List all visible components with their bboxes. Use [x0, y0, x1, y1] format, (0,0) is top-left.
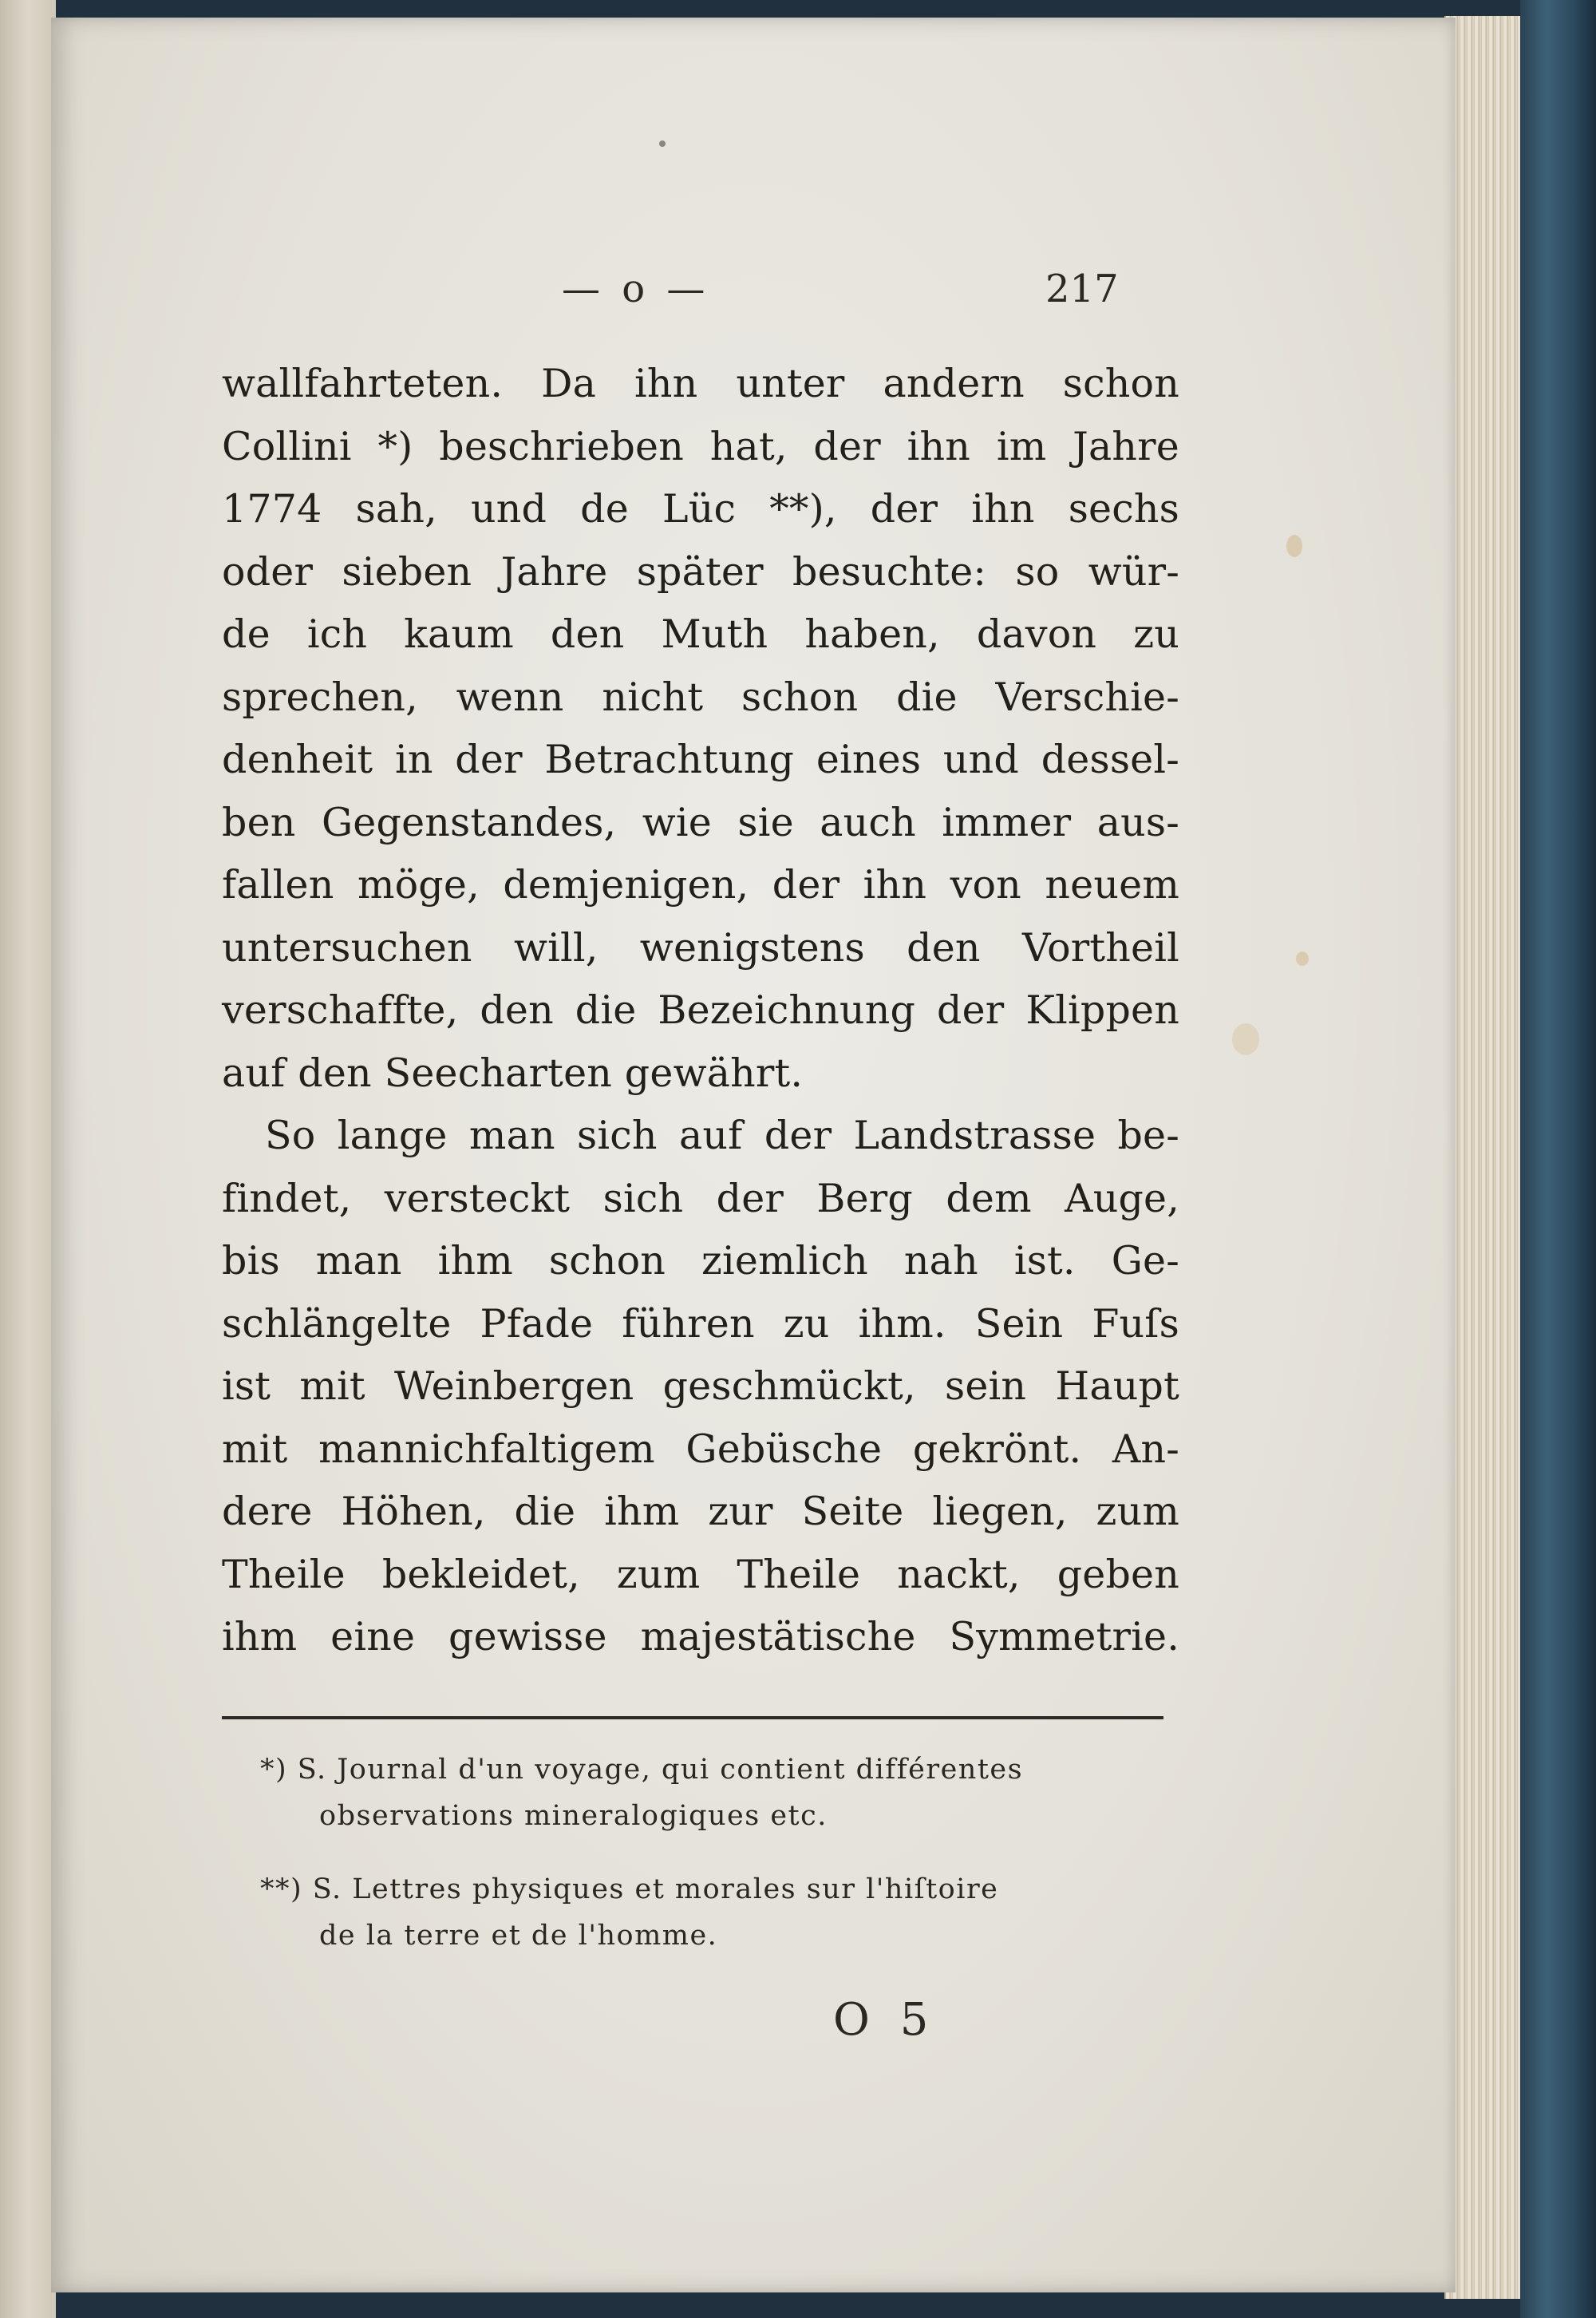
book-page: [51, 18, 1456, 2292]
text-line: bis man ihm schon ziemlich nah ist. Ge-: [222, 1238, 1179, 1284]
text-line: fallen möge, demjenigen, der ihn von neuem: [222, 862, 1179, 908]
book-cover-edge: [1520, 0, 1596, 2318]
running-header: [51, 267, 1456, 322]
text-line: Theile bekleidet, zum Theile nackt, geben: [222, 1551, 1179, 1597]
text-line: ben Gegenstandes, wie sie auch immer aus-: [222, 799, 1179, 845]
text-line: schlängelte Pfade führen zu ihm. Sein Fuſs: [222, 1300, 1179, 1347]
footnote-1-line-1: *) S. Journal d'un voyage, qui contient différentes: [260, 1754, 1024, 1786]
text-line: dere Höhen, die ihm zur Seite liegen, zum: [222, 1489, 1179, 1534]
text-line: mit mannichfaltigem Gebüsche gekrönt. An-: [222, 1426, 1179, 1472]
text-line: findet, versteckt sich der Berg dem Auge,: [222, 1175, 1179, 1221]
text-line: wallfahrteten. Da ihn unter andern schon: [222, 361, 1179, 406]
foxing-spot: [1296, 951, 1309, 966]
text-line: ist mit Weinbergen geschmückt, sein Haupt: [222, 1363, 1179, 1409]
page-number: 217: [1045, 267, 1119, 311]
foxing-spot: [1232, 1023, 1259, 1055]
text-line: untersuchen will, wenigstens den Vortheil: [222, 924, 1179, 971]
text-line: So lange man sich auf der Landstrasse be-: [265, 1113, 1179, 1158]
text-line: Collini *) beschrieben hat, der ihn im Jahre: [222, 423, 1179, 469]
page-stack-edge: [1444, 16, 1526, 2299]
footnote-2-line-2: de la terre et de l'homme.: [319, 1920, 718, 1952]
foxing-spot: [1286, 535, 1302, 557]
text-line: 1774 sah, und de Lüc **), der ihn sechs: [222, 486, 1179, 532]
body-text: [222, 353, 1179, 1669]
text-line: sprechen, wenn nicht schon die Verschie-: [222, 674, 1179, 720]
footnote-rule: [222, 1716, 1163, 1719]
text-line: ihm eine gewisse majestätische Symmetrie.: [222, 1614, 1179, 1659]
footnote-1-line-2: observations mineralogiques etc.: [319, 1800, 828, 1832]
facing-page-edge: [0, 0, 56, 2318]
text-line: auf den Seecharten gewährt.: [222, 1050, 804, 1096]
signature-mark: O 5: [833, 1994, 937, 2046]
foxing-spot: [659, 140, 666, 147]
text-line: de ich kaum den Muth haben, davon zu: [222, 611, 1179, 657]
text-line: verschaffte, den die Bezeichnung der Klippen: [222, 987, 1179, 1033]
footnote-2-line-1: **) S. Lettres physiques et morales sur l'hiſtoire: [260, 1873, 999, 1905]
header-ornament: — o —: [562, 267, 710, 311]
text-line: oder sieben Jahre später besuchte: so wür-: [222, 548, 1179, 595]
text-line: denheit in der Betrachtung eines und dessel-: [222, 737, 1179, 782]
